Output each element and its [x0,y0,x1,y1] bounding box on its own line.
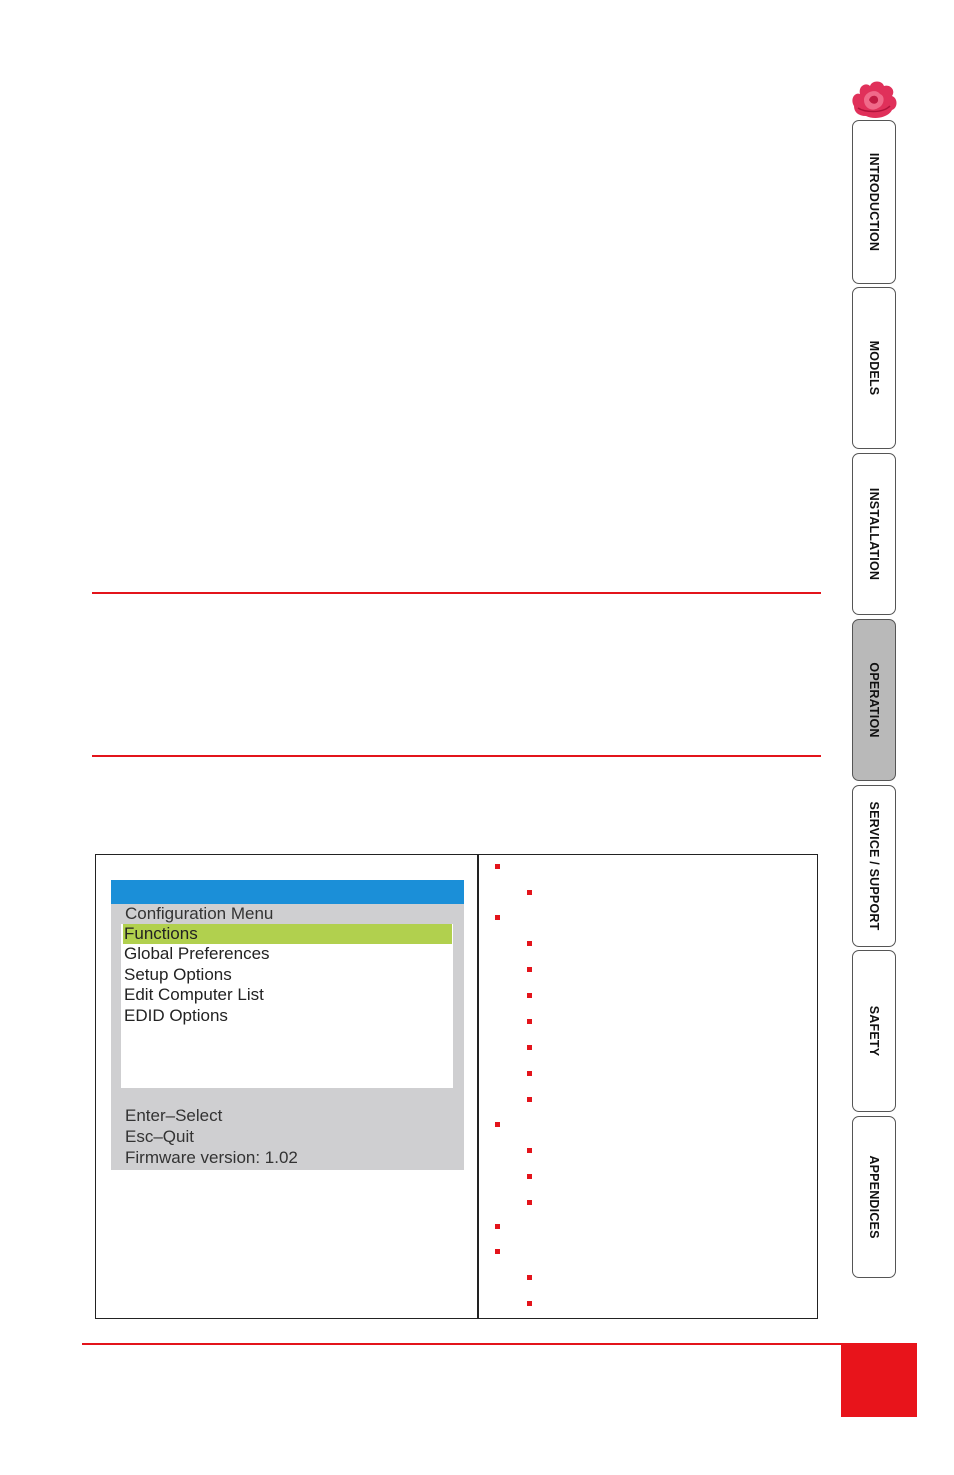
tab-label: APPENDICES [867,1155,881,1239]
tab-installation[interactable] [852,453,896,615]
bullet-marker [527,1301,532,1306]
bullet-marker [527,1097,532,1102]
osd-footer-firmware: Firmware version: 1.02 [125,1148,298,1167]
section-rule-bottom [92,755,821,757]
bullet-marker [495,915,500,920]
tab-label: SAFETY [867,1005,881,1057]
osd-menu-item-edid-options[interactable]: EDID Options [124,1006,228,1025]
tab-label: MODELS [867,340,881,396]
osd-menu-item-edit-computer-list[interactable]: Edit Computer List [124,985,264,1004]
tab-operation[interactable] [852,619,896,781]
tab-label: OPERATION [867,662,881,738]
section-rule-top [92,592,821,594]
bullet-marker [527,941,532,946]
osd-menu-list [121,924,453,1088]
page-number-box [841,1343,917,1417]
tab-label: INSTALLATION [867,487,881,581]
tab-appendices[interactable] [852,1116,896,1278]
bullet-marker [527,1045,532,1050]
bullet-marker [527,890,532,895]
bullet-marker [527,993,532,998]
osd-menu-item-functions[interactable]: Functions [123,924,452,944]
osd-title: Configuration Menu [125,904,274,923]
tab-safety[interactable] [852,950,896,1112]
tab-introduction[interactable] [852,120,896,284]
bullet-marker [527,1071,532,1076]
tab-models[interactable] [852,287,896,449]
tab-label: SERVICE / SUPPORT [867,801,881,931]
rose-logo-icon [848,76,900,120]
tab-label: INTRODUCTION [867,152,881,252]
footer-rule [82,1343,917,1345]
bullet-marker [495,1224,500,1229]
osd-menu-item-global-preferences[interactable]: Global Preferences [124,944,270,963]
bullet-marker [527,1019,532,1024]
bullet-marker [527,1275,532,1280]
osd-configuration-menu [111,880,464,1170]
osd-footer-esc: Esc–Quit [125,1127,194,1146]
osd-menu-item-setup-options[interactable]: Setup Options [124,965,232,984]
bullet-marker [495,1249,500,1254]
figure-divider [477,855,479,1318]
osd-footer-enter: Enter–Select [125,1106,223,1125]
bullet-marker [527,967,532,972]
tab-service-support[interactable] [852,785,896,947]
bullet-marker [527,1200,532,1205]
bullet-marker [495,1122,500,1127]
bullet-marker [495,864,500,869]
bullet-marker [527,1174,532,1179]
osd-title-bar [111,880,464,904]
bullet-marker [527,1148,532,1153]
